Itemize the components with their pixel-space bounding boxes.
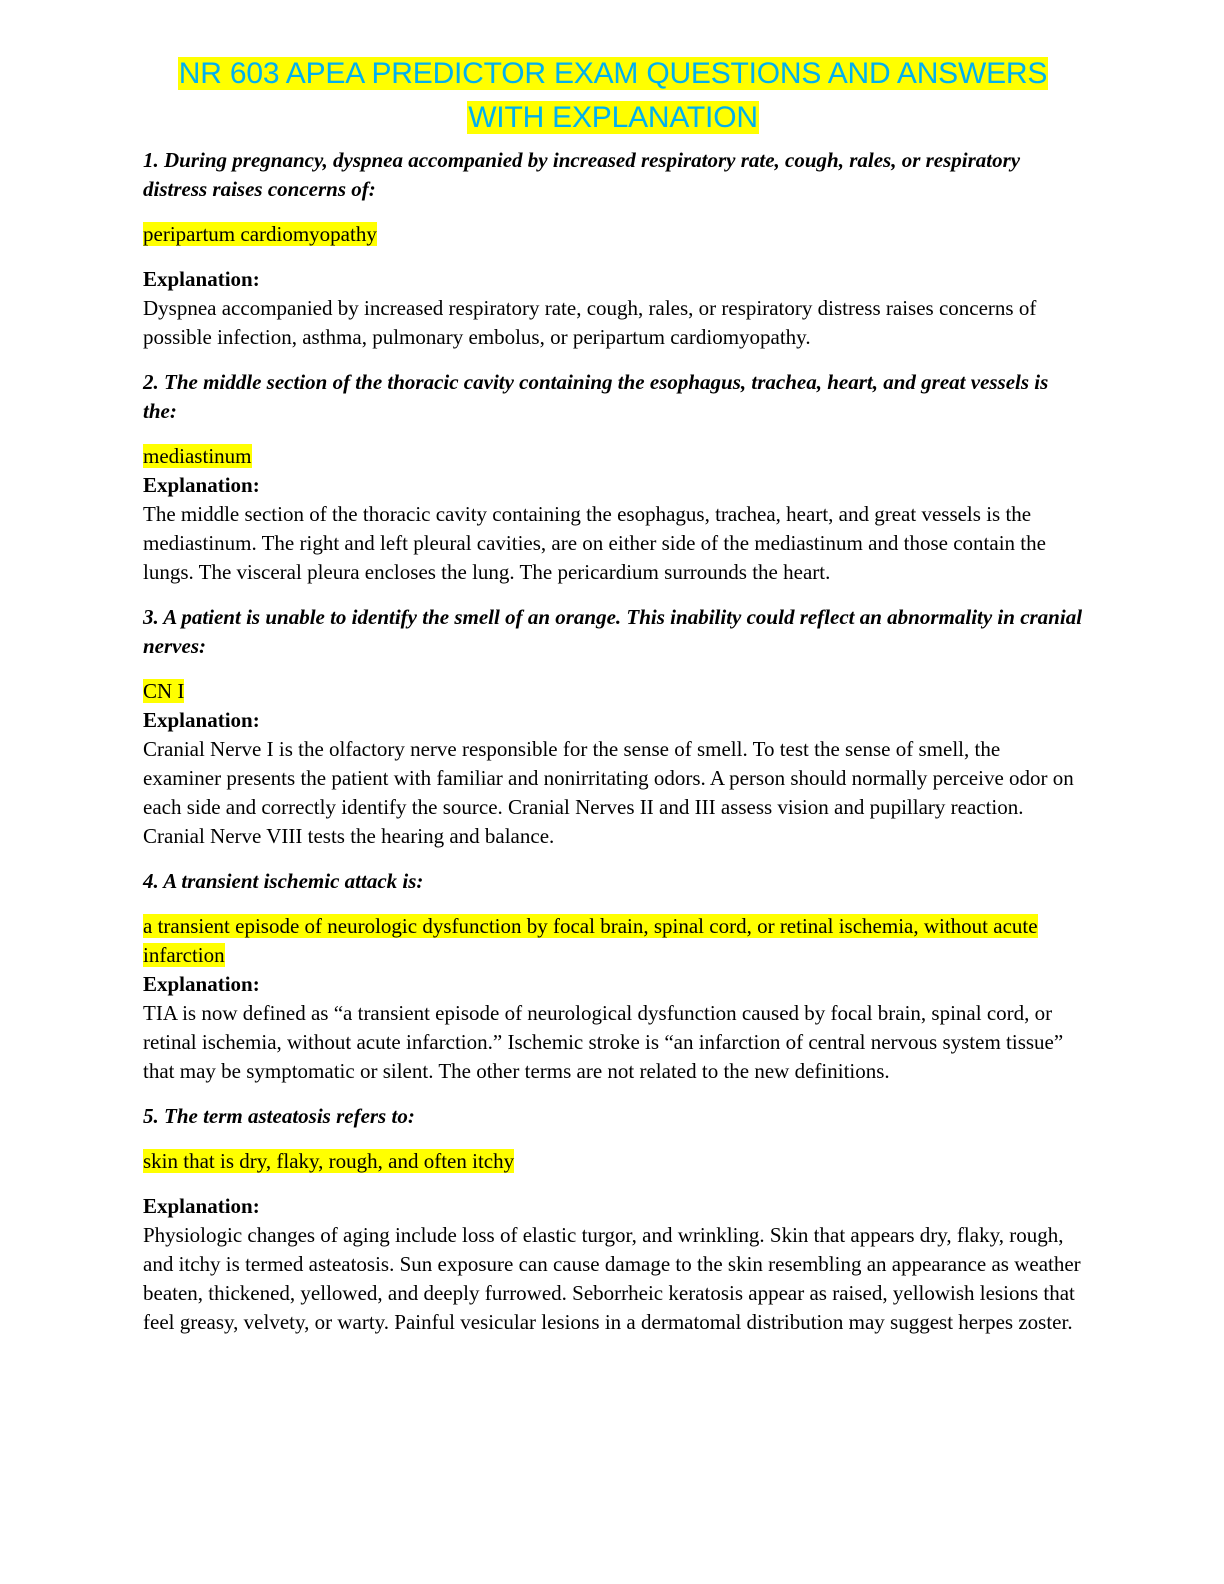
document-page [143,52,1083,1337]
explanation-label-5: Explanation: [143,1194,260,1218]
answer-4-highlight: a transient episode of neurologic dysfunction by focal brain, spinal cord, or retinal ischemia, without acute infarction [143,914,1038,967]
explanation-text-2: The middle section of the thoracic cavity containing the esophagus, trachea, heart, and great vessels is the mediastinum. The right and left pleural cavities, are on either side of the mediastinum and those contain the lungs. The visceral pleura encloses the lung. The pericardium surrounds the heart. [143,502,1046,584]
title-line-2: WITH EXPLANATION [468,101,758,134]
qa-item-5 [143,1102,1083,1337]
question-4: 4. A transient ischemic attack is: [143,869,424,893]
explanation-text-1: Dyspnea accompanied by increased respiratory rate, cough, rales, or respiratory distress raises concerns of possible infection, asthma, pulmonary embolus, or peripartum cardiomyopathy. [143,296,1037,349]
question-2: 2. The middle section of the thoracic cavity containing the esophagus, trachea, heart, and great vessels is the: [143,370,1049,423]
explanation-text-3: Cranial Nerve I is the olfactory nerve responsible for the sense of smell. To test the sense of smell, the examiner presents the patient with familiar and nonirritating odors. A person should normally perceive odor on each side and correctly identify the source. Cranial Nerves II and III assess vision and pupillary reaction. Cranial Nerve VIII tests the hearing and balance. [143,737,1074,848]
title-line-1: NR 603 APEA PREDICTOR EXAM QUESTIONS AND ANSWERS [178,57,1048,90]
explanation-text-4: TIA is now defined as “a transient episode of neurological dysfunction caused by focal brain, spinal cord, or retinal ischemia, without acute infarction.” Ischemic stroke is “an infarction of central nervous system tissue” that may be symptomatic or silent. The other terms are not related to the new definitions. [143,1001,1064,1083]
qa-item-2 [143,368,1083,587]
answer-1 [143,220,1083,249]
answer-5 [143,1147,1083,1176]
explanation-label-2: Explanation: [143,473,260,497]
qa-item-1 [143,146,1083,352]
answer-3 [143,677,1083,706]
explanation-label-1: Explanation: [143,267,260,291]
explanation-label-3: Explanation: [143,708,260,732]
explanation-label-4: Explanation: [143,972,260,996]
answer-4 [143,912,1083,970]
explanation-text-5: Physiologic changes of aging include loss of elastic turgor, and wrinkling. Skin that appears dry, flaky, rough, and itchy is termed asteatosis. Sun exposure can cause damage to the skin resembling an appearance as weather beaten, thickened, yellowed, and deeply furrowed. Seborrheic keratosis appear as raised, yellowish lesions that feel greasy, velvety, or warty. Painful vesicular lesions in a dermatomal distribution may suggest herpes zoster. [143,1223,1081,1334]
question-1: 1. During pregnancy, dyspnea accompanied by increased respiratory rate, cough, rales, or respiratory distress raises concerns of: [143,148,1021,201]
answer-5-highlight: skin that is dry, flaky, rough, and often itchy [143,1149,515,1173]
answer-1-highlight: peripartum cardiomyopathy [143,222,377,246]
question-5: 5. The term asteatosis refers to: [143,1104,415,1128]
document-title [143,52,1083,140]
question-3: 3. A patient is unable to identify the smell of an orange. This inability could reflect an abnormality in cranial nerves: [143,605,1083,658]
answer-3-highlight: CN I [143,679,185,703]
answer-2-highlight: mediastinum [143,444,252,468]
qa-item-4 [143,867,1083,1086]
qa-item-3 [143,603,1083,851]
answer-2 [143,442,1083,471]
